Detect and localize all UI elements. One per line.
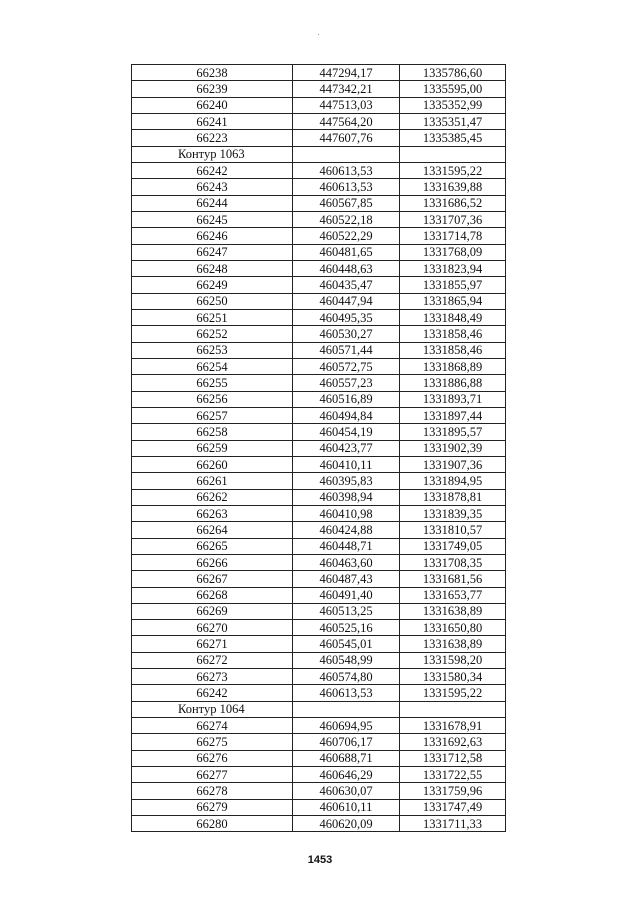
- x-coordinate-cell: 460706,17: [293, 734, 400, 750]
- x-coordinate-cell: 460448,63: [293, 260, 400, 276]
- point-id-cell: 66256: [132, 391, 293, 407]
- y-coordinate-cell: 1331707,36: [400, 211, 506, 227]
- point-id-cell: 66263: [132, 505, 293, 521]
- empty-cell: [293, 701, 400, 717]
- x-coordinate-cell: 460694,95: [293, 718, 400, 734]
- table-row: [132, 799, 506, 815]
- y-coordinate-cell: 1335352,99: [400, 97, 506, 113]
- table-row: [132, 538, 506, 554]
- table-row: [132, 669, 506, 685]
- x-coordinate-cell: 460630,07: [293, 783, 400, 799]
- table-row: [132, 358, 506, 374]
- table-row: [132, 636, 506, 652]
- table-row: [132, 375, 506, 391]
- y-coordinate-cell: 1331686,52: [400, 195, 506, 211]
- point-id-cell: 66268: [132, 587, 293, 603]
- x-coordinate-cell: 460448,71: [293, 538, 400, 554]
- point-id-cell: 66245: [132, 211, 293, 227]
- point-id-cell: 66273: [132, 669, 293, 685]
- table-row: [132, 587, 506, 603]
- y-coordinate-cell: 1331897,44: [400, 407, 506, 423]
- y-coordinate-cell: 1335786,60: [400, 65, 506, 81]
- point-id-cell: 66255: [132, 375, 293, 391]
- table-row: [132, 407, 506, 423]
- point-id-cell: 66259: [132, 440, 293, 456]
- y-coordinate-cell: 1331868,89: [400, 358, 506, 374]
- x-coordinate-cell: 447513,03: [293, 97, 400, 113]
- table-row: [132, 522, 506, 538]
- table-row: [132, 293, 506, 309]
- y-coordinate-cell: 1331747,49: [400, 799, 506, 815]
- table-row: [132, 260, 506, 276]
- y-coordinate-cell: 1331595,22: [400, 685, 506, 701]
- point-id-cell: 66257: [132, 407, 293, 423]
- table-row: [132, 456, 506, 472]
- x-coordinate-cell: 460646,29: [293, 767, 400, 783]
- x-coordinate-cell: 447564,20: [293, 113, 400, 129]
- x-coordinate-cell: 460525,16: [293, 620, 400, 636]
- point-id-cell: 66265: [132, 538, 293, 554]
- table-row: [132, 505, 506, 521]
- page-number: 1453: [307, 854, 333, 866]
- point-id-cell: 66248: [132, 260, 293, 276]
- table-row: [132, 750, 506, 766]
- contour-label: Контур 1063: [132, 146, 293, 162]
- y-coordinate-cell: 1331894,95: [400, 473, 506, 489]
- point-id-cell: 66280: [132, 816, 293, 832]
- x-coordinate-cell: 460494,84: [293, 407, 400, 423]
- point-id-cell: 66261: [132, 473, 293, 489]
- point-id-cell: 66264: [132, 522, 293, 538]
- y-coordinate-cell: 1331598,20: [400, 652, 506, 668]
- x-coordinate-cell: 460487,43: [293, 571, 400, 587]
- point-id-cell: 66260: [132, 456, 293, 472]
- x-coordinate-cell: 460522,18: [293, 211, 400, 227]
- y-coordinate-cell: 1331839,35: [400, 505, 506, 521]
- table-row: [132, 81, 506, 97]
- empty-cell: [400, 146, 506, 162]
- y-coordinate-cell: 1331858,46: [400, 326, 506, 342]
- table-row: [132, 440, 506, 456]
- point-id-cell: 66239: [132, 81, 293, 97]
- table-row: [132, 97, 506, 113]
- y-coordinate-cell: 1335385,45: [400, 130, 506, 146]
- empty-cell: [400, 701, 506, 717]
- y-coordinate-cell: 1331886,88: [400, 375, 506, 391]
- table-row: [132, 211, 506, 227]
- x-coordinate-cell: 447607,76: [293, 130, 400, 146]
- table-row: [132, 277, 506, 293]
- point-id-cell: 66270: [132, 620, 293, 636]
- x-coordinate-cell: 460522,29: [293, 228, 400, 244]
- table-row: [132, 65, 506, 81]
- table-row: [132, 816, 506, 832]
- x-coordinate-cell: 460545,01: [293, 636, 400, 652]
- table-row: [132, 473, 506, 489]
- table-row: [132, 309, 506, 325]
- y-coordinate-cell: 1331692,63: [400, 734, 506, 750]
- contour-header-row: [132, 701, 506, 717]
- point-id-cell: 66254: [132, 358, 293, 374]
- point-id-cell: 66249: [132, 277, 293, 293]
- y-coordinate-cell: 1331878,81: [400, 489, 506, 505]
- table-row: [132, 685, 506, 701]
- x-coordinate-cell: 460557,23: [293, 375, 400, 391]
- y-coordinate-cell: 1331580,34: [400, 669, 506, 685]
- y-coordinate-cell: 1335595,00: [400, 81, 506, 97]
- x-coordinate-cell: 460610,11: [293, 799, 400, 815]
- x-coordinate-cell: 460398,94: [293, 489, 400, 505]
- table-row: [132, 162, 506, 178]
- point-id-cell: 66241: [132, 113, 293, 129]
- table-row: [132, 571, 506, 587]
- y-coordinate-cell: 1331712,58: [400, 750, 506, 766]
- point-id-cell: 66271: [132, 636, 293, 652]
- y-coordinate-cell: 1331848,49: [400, 309, 506, 325]
- table-row: [132, 342, 506, 358]
- x-coordinate-cell: 460395,83: [293, 473, 400, 489]
- x-coordinate-cell: 447342,21: [293, 81, 400, 97]
- x-coordinate-cell: 460513,25: [293, 603, 400, 619]
- x-coordinate-cell: 460481,65: [293, 244, 400, 260]
- table-row: [132, 718, 506, 734]
- contour-header-row: [132, 146, 506, 162]
- contour-label: Контур 1064: [132, 701, 293, 717]
- point-id-cell: 66240: [132, 97, 293, 113]
- y-coordinate-cell: 1331810,57: [400, 522, 506, 538]
- table-row: [132, 326, 506, 342]
- x-coordinate-cell: 460491,40: [293, 587, 400, 603]
- x-coordinate-cell: 460548,99: [293, 652, 400, 668]
- point-id-cell: 66251: [132, 309, 293, 325]
- y-coordinate-cell: 1331638,89: [400, 603, 506, 619]
- table-row: [132, 489, 506, 505]
- y-coordinate-cell: 1331678,91: [400, 718, 506, 734]
- y-coordinate-cell: 1331858,46: [400, 342, 506, 358]
- point-id-cell: 66253: [132, 342, 293, 358]
- point-id-cell: 66262: [132, 489, 293, 505]
- x-coordinate-cell: 460530,27: [293, 326, 400, 342]
- table-row: [132, 734, 506, 750]
- point-id-cell: 66277: [132, 767, 293, 783]
- point-id-cell: 66246: [132, 228, 293, 244]
- x-coordinate-cell: 460571,44: [293, 342, 400, 358]
- empty-cell: [293, 146, 400, 162]
- y-coordinate-cell: 1331749,05: [400, 538, 506, 554]
- y-coordinate-cell: 1331865,94: [400, 293, 506, 309]
- point-id-cell: 66278: [132, 783, 293, 799]
- y-coordinate-cell: 1331902,39: [400, 440, 506, 456]
- y-coordinate-cell: 1331714,78: [400, 228, 506, 244]
- x-coordinate-cell: 460567,85: [293, 195, 400, 211]
- point-id-cell: 66276: [132, 750, 293, 766]
- coordinates-table-body: [132, 65, 506, 832]
- x-coordinate-cell: 460410,11: [293, 456, 400, 472]
- table-row: [132, 620, 506, 636]
- y-coordinate-cell: 1331768,09: [400, 244, 506, 260]
- y-coordinate-cell: 1331711,33: [400, 816, 506, 832]
- point-id-cell: 66269: [132, 603, 293, 619]
- point-id-cell: 66247: [132, 244, 293, 260]
- x-coordinate-cell: 460435,47: [293, 277, 400, 293]
- x-coordinate-cell: 460613,53: [293, 179, 400, 195]
- table-row: [132, 424, 506, 440]
- y-coordinate-cell: 1331855,97: [400, 277, 506, 293]
- y-coordinate-cell: 1331650,80: [400, 620, 506, 636]
- table-row: [132, 652, 506, 668]
- y-coordinate-cell: 1335351,47: [400, 113, 506, 129]
- scan-speck: [318, 34, 319, 35]
- x-coordinate-cell: 460454,19: [293, 424, 400, 440]
- table-row: [132, 603, 506, 619]
- point-id-cell: 66267: [132, 571, 293, 587]
- x-coordinate-cell: 460424,88: [293, 522, 400, 538]
- x-coordinate-cell: 460447,94: [293, 293, 400, 309]
- x-coordinate-cell: 460495,35: [293, 309, 400, 325]
- table-row: [132, 783, 506, 799]
- point-id-cell: 66223: [132, 130, 293, 146]
- point-id-cell: 66258: [132, 424, 293, 440]
- point-id-cell: 66243: [132, 179, 293, 195]
- point-id-cell: 66279: [132, 799, 293, 815]
- x-coordinate-cell: 460423,77: [293, 440, 400, 456]
- x-coordinate-cell: 460688,71: [293, 750, 400, 766]
- table-row: [132, 554, 506, 570]
- y-coordinate-cell: 1331893,71: [400, 391, 506, 407]
- x-coordinate-cell: 460410,98: [293, 505, 400, 521]
- point-id-cell: 66238: [132, 65, 293, 81]
- x-coordinate-cell: 460613,53: [293, 162, 400, 178]
- coordinates-table: [131, 64, 506, 832]
- x-coordinate-cell: 460613,53: [293, 685, 400, 701]
- table-row: [132, 244, 506, 260]
- y-coordinate-cell: 1331759,96: [400, 783, 506, 799]
- y-coordinate-cell: 1331638,89: [400, 636, 506, 652]
- point-id-cell: 66244: [132, 195, 293, 211]
- y-coordinate-cell: 1331907,36: [400, 456, 506, 472]
- y-coordinate-cell: 1331708,35: [400, 554, 506, 570]
- point-id-cell: 66272: [132, 652, 293, 668]
- table-row: [132, 179, 506, 195]
- x-coordinate-cell: 460574,80: [293, 669, 400, 685]
- table-row: [132, 228, 506, 244]
- point-id-cell: 66252: [132, 326, 293, 342]
- point-id-cell: 66274: [132, 718, 293, 734]
- x-coordinate-cell: 460620,09: [293, 816, 400, 832]
- y-coordinate-cell: 1331823,94: [400, 260, 506, 276]
- point-id-cell: 66242: [132, 162, 293, 178]
- x-coordinate-cell: 460572,75: [293, 358, 400, 374]
- x-coordinate-cell: 460463,60: [293, 554, 400, 570]
- y-coordinate-cell: 1331595,22: [400, 162, 506, 178]
- table-row: [132, 767, 506, 783]
- point-id-cell: 66275: [132, 734, 293, 750]
- table-row: [132, 391, 506, 407]
- point-id-cell: 66266: [132, 554, 293, 570]
- x-coordinate-cell: 447294,17: [293, 65, 400, 81]
- x-coordinate-cell: 460516,89: [293, 391, 400, 407]
- table-row: [132, 113, 506, 129]
- y-coordinate-cell: 1331653,77: [400, 587, 506, 603]
- y-coordinate-cell: 1331639,88: [400, 179, 506, 195]
- table-row: [132, 130, 506, 146]
- y-coordinate-cell: 1331722,55: [400, 767, 506, 783]
- y-coordinate-cell: 1331895,57: [400, 424, 506, 440]
- point-id-cell: 66250: [132, 293, 293, 309]
- y-coordinate-cell: 1331681,56: [400, 571, 506, 587]
- table-row: [132, 195, 506, 211]
- point-id-cell: 66242: [132, 685, 293, 701]
